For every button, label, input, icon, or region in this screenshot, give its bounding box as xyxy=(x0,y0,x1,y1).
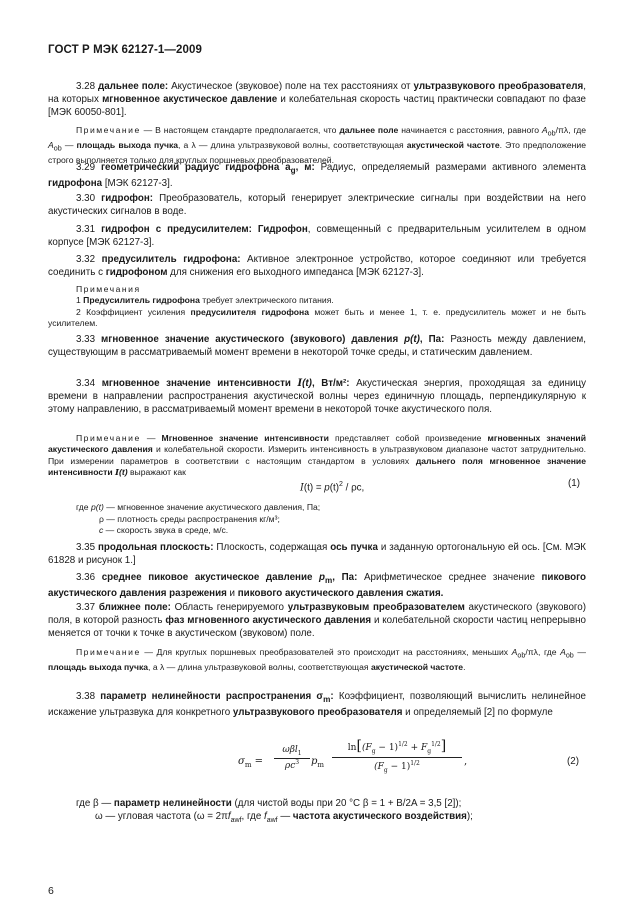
term-3-38: 3.38 параметр нелинейности распространения $\sigma_m$: Коэффициент, позволяющий вычислить нелинейное искажение ультразвука для конкретного ультразвукового преобразователя и определяемый [2] по формуле xyxy=(48,691,587,718)
term-3-31: 3.31 гидрофон с предусилителем: Гидрофон, совмещенный с предварительным усилителем в одном корпусе [МЭК 62127-3]. xyxy=(48,224,586,248)
legend-row-2: ρ — плотность среды распространения кг/м³; xyxy=(99,513,280,524)
term-3-37: 3.37 ближнее поле: Область генерируемого ультразвуковым преобразователем акустического (звукового) поля, в которой разность фаз мгновенного акустического давления и колебательной скорости частиц непрерывно меняется от точки к точке в акустическом (звуковом) поле. xyxy=(48,602,587,639)
page-header: ГОСТ Р МЭК 62127-1—2009 xyxy=(48,44,202,56)
note-3-28: Примечание — В настоящем стандарте предполагается, что дальнее поле начинается с расстояния, равного $A_{ob}/\pi\lambda$, где $A_{ob}$ — площадь выхода пучка, а λ — длина ультразвуковой волны, соответствующая акустической частоте. Это предположение строго выполняется только для круглых поршневых преобразователей. xyxy=(48,125,587,166)
term-3-31-title: гидрофон с предусилителем: Гидрофон xyxy=(101,224,308,235)
note-3-37: Примечание — Для круглых поршневых преобразователей это происходит на расстояниях, меньших $A_{ob}/\pi\lambda$, где $A_{ob}$ — площадь выхода пучка, а λ — длина ультразвуковой волны, соответствующая акустической частоте. xyxy=(48,647,586,673)
term-3-32-title: предусилитель гидрофона: xyxy=(101,254,241,265)
legend-row-1: где p(t) — мгновенное значение акустического давления, Па; xyxy=(76,502,321,512)
term-3-30-title: гидрофон: xyxy=(101,193,154,204)
formula-2-fraction-2: $\ln[(F_g - 1)^{1/2} + F_g^{1/2}]$ $(F_g - 1)^{1/2}$ xyxy=(332,738,462,774)
term-3-29-title: геометрический радиус гидрофона $a_g$, м: xyxy=(100,162,315,175)
term-3-35-title: продольная плоскость: xyxy=(98,542,214,553)
term-3-34: 3.34 мгновенное значение интенсивности I(t), Вт/м²: Акустическая энергия, проходящая за единицу времени в направлении распространения акустической волны через единичную площадь, перпендикулярную к этому направлению, в рассматриваемый момент времени в некоторой точке акустического поля. xyxy=(48,378,586,415)
term-3-36: 3.36 среднее пиковое акустическое давление $p_m$, Па: Арифметическое среднее значение пикового акустического давления разрежения и пикового акустического давления сжатия. xyxy=(48,572,587,599)
term-3-34-title: мгновенное значение интенсивности I(t), Вт/м²: xyxy=(101,378,350,389)
legend2-row-1: где β — параметр нелинейности (для чистой воды при 20 °С β = 1 + B/2A = 3,5 [2]); xyxy=(76,798,462,809)
notes-3-32 xyxy=(48,284,586,329)
formula-1-number: (1) xyxy=(568,478,580,489)
legend-row-3: c — скорость звука в среде, м/с. xyxy=(99,525,229,535)
formula-2-fraction-1: ωβl$_1$ $\rho c^3$ xyxy=(274,745,310,771)
term-3-28 xyxy=(48,80,586,119)
term-3-28-text: 3.28 дальнее поле: Акустическое (звуковое) поле на тех расстояниях от ультразвукового преобразователя, на которых мгновенное акустическое давление и колебательная скорость частиц практически совпадают по фазе [МЭК 60050-801]. xyxy=(48,81,586,118)
note-item-2: 2 Коэффициент усиления предусилителя гидрофона может быть и менее 1, т. е. предусилитель может и не быть усилителем. xyxy=(48,306,586,328)
term-3-36-title: среднее пиковое акустическое давление $p_m$, Па: xyxy=(101,572,358,585)
term-3-35: 3.35 продольная плоскость: Плоскость, содержащая ось пучка и заданную ортогональную ей ось. [См. МЭК 61828 и рисунок 1.] xyxy=(48,542,587,566)
notes-label: Примечания xyxy=(76,284,141,294)
note-3-34: Примечание — Мгновенное значение интенсивности представляет собой произведение мгновенных значений акустического давления и колебательной скорости. Измерить интенсивность в ультразвуковом диапазоне частот затруднительно. При измерении параметров в соответствии с настоящим стандартом в условиях дальнего поля мгновенное значение интенсивности I(t) выражают как xyxy=(48,433,586,478)
term-3-32: 3.32 предусилитель гидрофона: Активное электронное устройство, которое соединяют или требуется соединить с гидрофоном для снижения его выходного импеданса [МЭК 62127-3]. xyxy=(48,254,586,278)
term-3-30: 3.30 гидрофон: Преобразователь, который генерирует электрические сигналы при воздействии на него акустических сигналов в воде. xyxy=(48,193,586,217)
term-3-29: 3.29 геометрический радиус гидрофона $a_g$, м: Радиус, определяемый размерами активного элемента гидрофона [МЭК 62127-3]. xyxy=(48,162,586,189)
formula-1-legend xyxy=(76,502,320,537)
term-3-38-title: параметр нелинейности распространения $\sigma_m$: xyxy=(100,691,334,704)
legend2-row-2: ω — угловая частота ($\omega = 2\pi f_{awf}$, где $f_{awf}$ — частота акустического воздействия); xyxy=(95,811,473,824)
note-label: Примечание xyxy=(76,125,141,135)
term-3-37-title: ближнее поле: xyxy=(98,602,171,613)
formula-2-legend xyxy=(76,797,473,827)
note-item-1: 1 Предусилитель гидрофона требует электрического питания. xyxy=(76,295,334,306)
note-label: Примечание xyxy=(76,433,141,443)
term-3-33-title: мгновенное значение акустического (звукового) давления p(t), Па: xyxy=(101,334,445,345)
term-3-33: 3.33 мгновенное значение акустического (звукового) давления p(t), Па: Разность между давлением, существующим в рассматриваемый момент времени в некоторой точке среды, и статическим давлением. xyxy=(48,334,586,358)
formula-2: $\sigma_m$ = ωβl$_1$ $\rho c^3$ $p_m$ $\ln[(F_g - 1)^{1/2} + F_g^{1/2}]$ $(F_g - 1)^{1/2}$ , xyxy=(238,738,468,774)
note-label: Примечание xyxy=(76,647,141,657)
page-number: 6 xyxy=(48,885,54,897)
formula-2-number: (2) xyxy=(567,756,579,767)
formula-1: $I(t) = p(t)^2 / \rho c$, xyxy=(300,481,365,494)
term-3-28-title: дальнее поле: xyxy=(98,81,169,92)
